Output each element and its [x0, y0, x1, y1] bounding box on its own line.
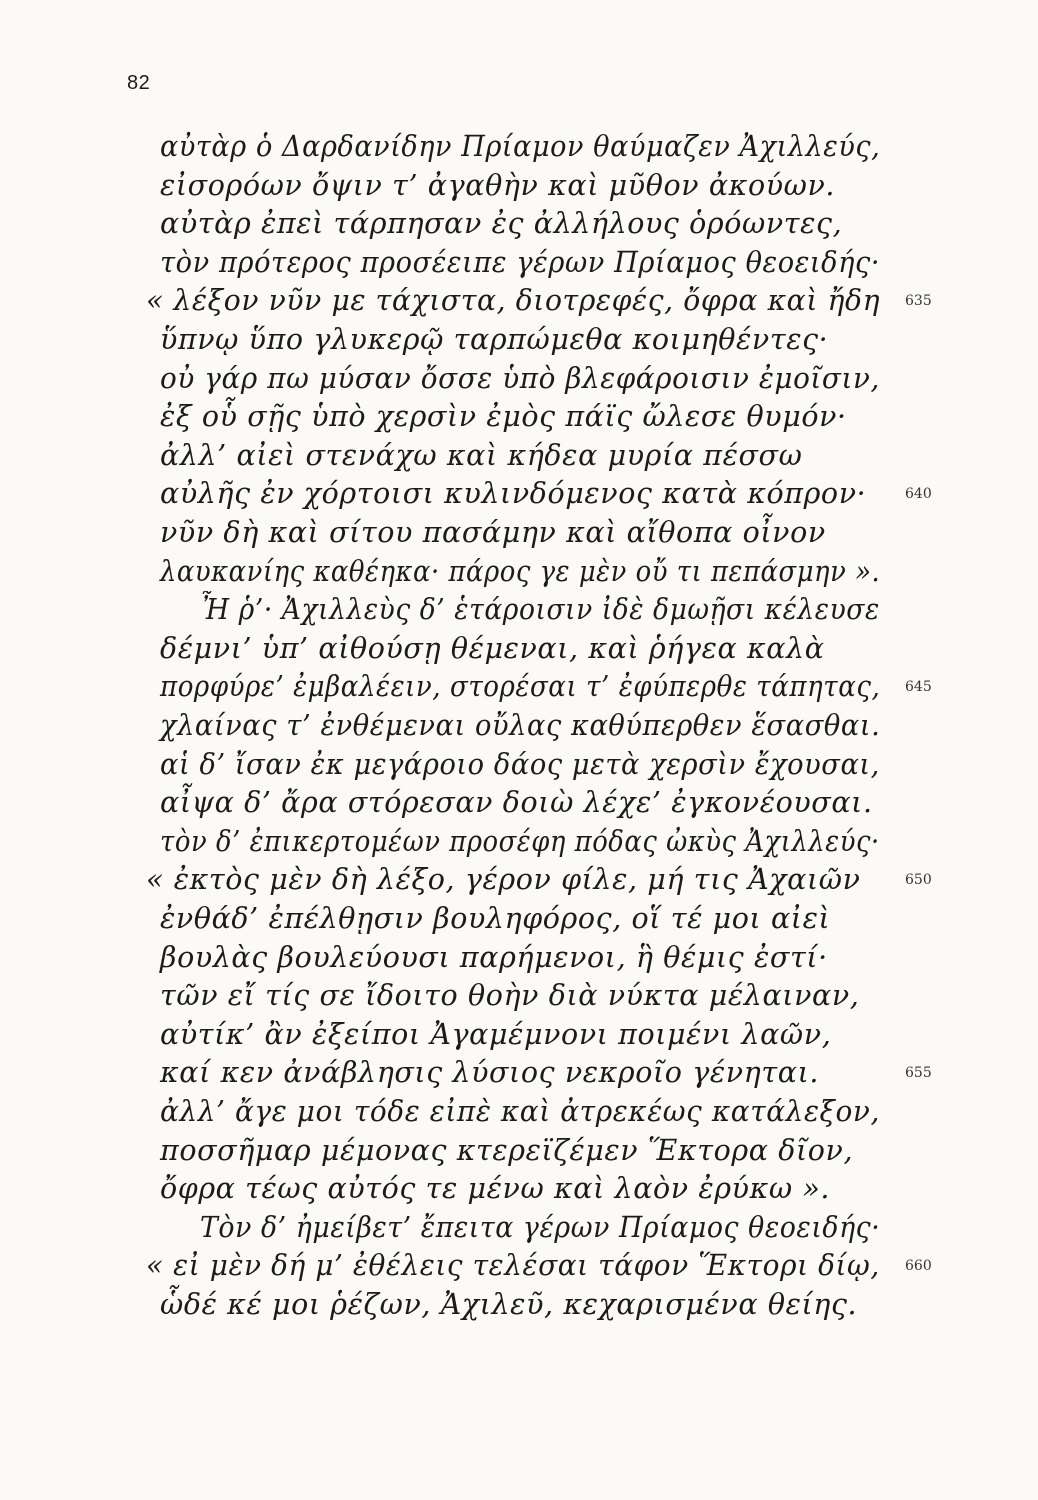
verse-text: οὐ γάρ πω μύσαν ὄσσε ὑπὸ βλεφάροισιν ἐμοῖσιν,	[160, 361, 880, 395]
verse-text: ἐξ οὗ σῇς ὑπὸ χερσὶν ἐμὸς πάϊς ὤλεσε θυμόν·	[160, 400, 847, 434]
verse-line	[0, 784, 1038, 822]
verse-text: ἐνθάδ’ ἐπέλθῃσιν βουληφόρος, οἵ τέ μοι αἰεὶ	[160, 902, 831, 935]
line-number: 640	[905, 486, 932, 503]
verse-line	[0, 514, 1038, 552]
verse-line	[0, 205, 1038, 243]
verse-line	[0, 167, 1038, 205]
verse-text: αὐτίκ’ ἂν ἐξείποι Ἀγαμέμνονι ποιμένι λαῶν,	[160, 1017, 832, 1051]
verse-text: τῶν εἴ τίς σε ἴδοιτο θοὴν διὰ νύκτα μέλαιναν,	[160, 979, 860, 1013]
verse-line	[0, 939, 1038, 977]
verse-text: αὐλῆς ἐν χόρτοισι κυλινδόμενος κατὰ κόπρον·	[160, 477, 867, 511]
verse-text: ὧδέ κέ μοι ῥέζων, Ἀχιλεῦ, κεχαρισμένα θείης.	[160, 1288, 858, 1321]
verse-line	[0, 630, 1038, 668]
verse-line	[0, 977, 1038, 1015]
verse-text: ἀλλ’ αἰεὶ στενάχω καὶ κήδεα μυρία πέσσω	[160, 438, 803, 472]
verse-text: Τὸν δ’ ἠμείβετ’ ἔπειτα γέρων Πρίαμος θεοειδής·	[200, 1210, 881, 1244]
verse-text: ἀλλ’ ἄγε μοι τόδε εἰπὲ καὶ ἀτρεκέως κατάλεξον,	[160, 1095, 880, 1128]
verse-text: χλαίνας τ’ ἐνθέμεναι οὔλας καθύπερθεν ἕσασθαι.	[160, 709, 881, 742]
verse-line	[0, 475, 1038, 513]
verse-line	[0, 1209, 1038, 1247]
verse-line	[0, 823, 1038, 861]
verse-line	[0, 1247, 1038, 1285]
verse-line	[0, 1016, 1038, 1054]
verse-line	[0, 1170, 1038, 1208]
verse-line	[0, 668, 1038, 706]
line-number: 645	[905, 679, 932, 696]
verse-line	[0, 282, 1038, 320]
verse-text: τὸν δ’ ἐπικερτομέων προσέφη πόδας ὠκὺς Ἀχιλλεύς·	[160, 824, 880, 858]
verse-text: τὸν πρότερος προσέειπε γέρων Πρίαμος θεοειδής·	[160, 245, 881, 279]
verse-text: αὐτὰρ ὁ Δαρδανίδην Πρίαμον θαύμαζεν Ἀχιλλεύς,	[160, 130, 881, 163]
line-number: 660	[905, 1258, 932, 1275]
verse-text: « ἐκτὸς μὲν δὴ λέξο, γέρον φίλε, μή τις Ἀχαιῶν	[146, 863, 861, 897]
verse-text: ποσσῆμαρ μέμονας κτερεϊζέμεν Ἕκτορα δῖον,	[160, 1133, 854, 1167]
verse-text: ὕπνῳ ὕπο γλυκερῷ ταρπώμεθα κοιμηθέντες·	[160, 323, 829, 356]
page-number: 82	[127, 72, 151, 94]
verse-text: δέμνι’ ὑπ’ αἰθούσῃ θέμεναι, καὶ ῥήγεα καλὰ	[160, 631, 825, 665]
verse-line	[0, 900, 1038, 938]
verse-line	[0, 244, 1038, 282]
verse-line	[0, 1093, 1038, 1131]
verse-text: ὄφρα τέως αὐτός τε μένω καὶ λαὸν ἐρύκω ».	[160, 1172, 831, 1206]
verse-text: νῦν δὴ καὶ σίτου πασάμην καὶ αἴθοπα οἶνον	[160, 516, 826, 549]
verse-text: πορφύρε’ ἐμβαλέειν, στορέσαι τ’ ἐφύπερθε τάπητας,	[160, 670, 881, 704]
verse-line	[0, 1286, 1038, 1324]
verse-text: λαυκανίης καθέηκα· πάρος γε μὲν οὔ τι πεπάσμην ».	[160, 554, 881, 588]
verse-text: Ἦ ῥ’· Ἀχιλλεὺς δ’ ἑτάροισιν ἰδὲ δμωῇσι κέλευσε	[200, 593, 880, 627]
verse-text: βουλὰς βουλεύουσι παρήμενοι, ἣ θέμις ἐστί·	[160, 940, 828, 974]
verse-line	[0, 861, 1038, 899]
verse-text: αὐτὰρ ἐπεὶ τάρπησαν ἐς ἀλλήλους ὁρόωντες,	[160, 207, 843, 241]
verse-text: εἰσορόων ὄψιν τ’ ἀγαθὴν καὶ μῦθον ἀκούων.	[160, 168, 836, 202]
verse-text: « λέξον νῦν με τάχιστα, διοτρεφές, ὄφρα καὶ ἤδη	[146, 284, 881, 318]
verse-line	[0, 321, 1038, 359]
verse-line	[0, 398, 1038, 436]
verse-line	[0, 707, 1038, 745]
verse-line	[0, 360, 1038, 398]
line-number: 655	[905, 1065, 932, 1082]
verse-text: καί κεν ἀνάβλησις λύσιος νεκροῖο γένηται.	[160, 1056, 820, 1090]
line-number: 635	[905, 293, 932, 310]
line-number: 650	[905, 872, 932, 889]
verse-text: αἱ δ’ ἴσαν ἐκ μεγάροιο δάος μετὰ χερσὶν ἔχουσαι,	[160, 747, 880, 781]
verse-line	[0, 553, 1038, 591]
verse-line	[0, 128, 1038, 166]
verse-line	[0, 1132, 1038, 1170]
verse-line	[0, 591, 1038, 629]
verse-text: αἶψα δ’ ἄρα στόρεσαν δοιὼ λέχε’ ἐγκονέουσαι.	[160, 786, 873, 820]
verse-line	[0, 1054, 1038, 1092]
verse-text: « εἰ μὲν δή μ’ ἐθέλεις τελέσαι τάφον Ἕκτορι δίῳ,	[146, 1249, 880, 1283]
verse-line	[0, 437, 1038, 475]
verse-line	[0, 746, 1038, 784]
